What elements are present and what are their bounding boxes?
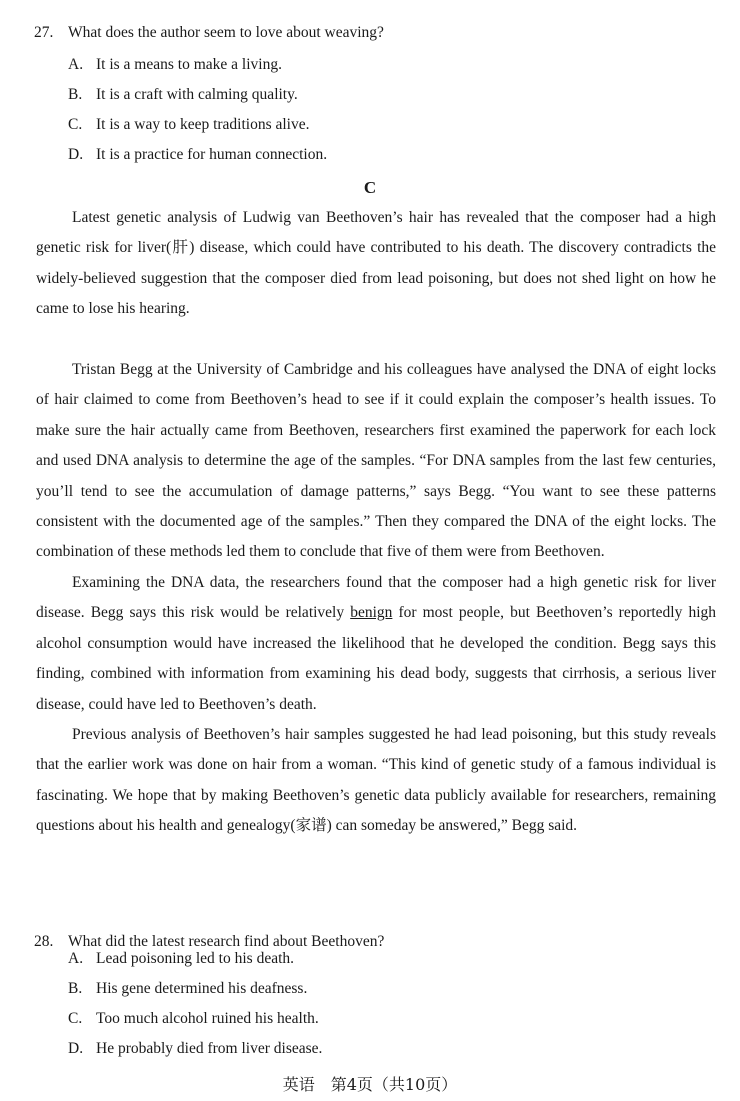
paragraph-text: for most people, but Beethoven’s reportedly high alcohol consumption would have increased the likelihood that he developed the condition. Begg says this finding, combined with information from examining his dead body, suggests that cirrhosis, a serious liver disease, could have led to Beethoven’s death.: [36, 604, 716, 713]
option-letter: D.: [68, 1040, 84, 1057]
option-b: [68, 86, 298, 104]
question-stem: What did the latest research find about Beethoven?: [68, 933, 385, 950]
option-text: It is a practice for human connection.: [96, 146, 328, 163]
option-text: Lead poisoning led to his death.: [96, 950, 295, 967]
option-text: It is a way to keep traditions alive.: [96, 116, 310, 133]
option-a: [68, 56, 282, 74]
option-letter: B.: [68, 86, 83, 103]
question-28: [34, 933, 384, 951]
option-text: His gene determined his deafness.: [96, 980, 308, 997]
option-letter: D.: [68, 146, 84, 163]
option-text: It is a means to make a living.: [96, 56, 282, 73]
option-text: Too much alcohol ruined his health.: [96, 1010, 319, 1027]
option-letter: C.: [68, 116, 83, 133]
option-text: It is a craft with calming quality.: [96, 86, 298, 103]
question-27: [34, 24, 384, 42]
option-letter: A.: [68, 56, 84, 73]
paragraph-text: Examining the DNA data, the researchers found that the composer had a high genetic risk for liver disease. Begg says this risk would be relatively: [36, 574, 716, 622]
option-c: [68, 1010, 319, 1028]
passage-paragraph-1: Latest genetic analysis of Ludwig van Beethoven’s hair has revealed that the composer had a high genetic risk for liver(肝) disease, which could have contributed to his death. The discovery contradicts the widely-believed suggestion that the composer died from lead poisoning, but does not shed light on how he came to lose his hearing.: [36, 209, 716, 318]
option-letter: B.: [68, 980, 83, 997]
passage-paragraph-2: Tristan Begg at the University of Cambridge and his colleagues have analysed the DNA of eight locks of hair claimed to come from Beethoven’s head to see if it could explain the composer’s health issues. To make sure the hair actually came from Beethoven, researchers first examined the paperwork for each lock and used DNA analysis to determine the age of the samples. “For DNA samples from the last few centuries, you’ll tend to see the accumulation of damage patterns,” says Begg. “You want to see these patterns consistent with the documented age of the samples.” Then they compared the DNA of the eight locks. The combination of these methods led them to conclude that five of them were from Beethoven.: [36, 361, 716, 561]
page-footer: 英语 第4页（共10页）: [282, 1075, 458, 1094]
option-text: He probably died from liver disease.: [96, 1040, 323, 1057]
option-a: [68, 950, 294, 968]
passage-paragraph-3: [36, 568, 716, 720]
option-letter: C.: [68, 1010, 83, 1027]
question-number: 28.: [34, 933, 54, 950]
option-d: [68, 1040, 322, 1058]
section-heading: C: [363, 178, 377, 197]
underlined-word: benign: [350, 604, 393, 622]
option-letter: A.: [68, 950, 84, 967]
question-stem: What does the author seem to love about weaving?: [68, 24, 384, 41]
passage-paragraph-4: Previous analysis of Beethoven’s hair samples suggested he had lead poisoning, but this study reveals that the earlier work was done on hair from a woman. “This kind of genetic study of a famous individual is fascinating. We hope that by making Beethoven’s genetic data publicly available for researchers, remaining questions about his health and genealogy(家谱) can someday be answered,” Begg said.: [36, 726, 716, 835]
option-c: [68, 116, 310, 134]
question-number: 27.: [34, 24, 54, 41]
option-b: [68, 980, 307, 998]
option-d: [68, 146, 327, 164]
